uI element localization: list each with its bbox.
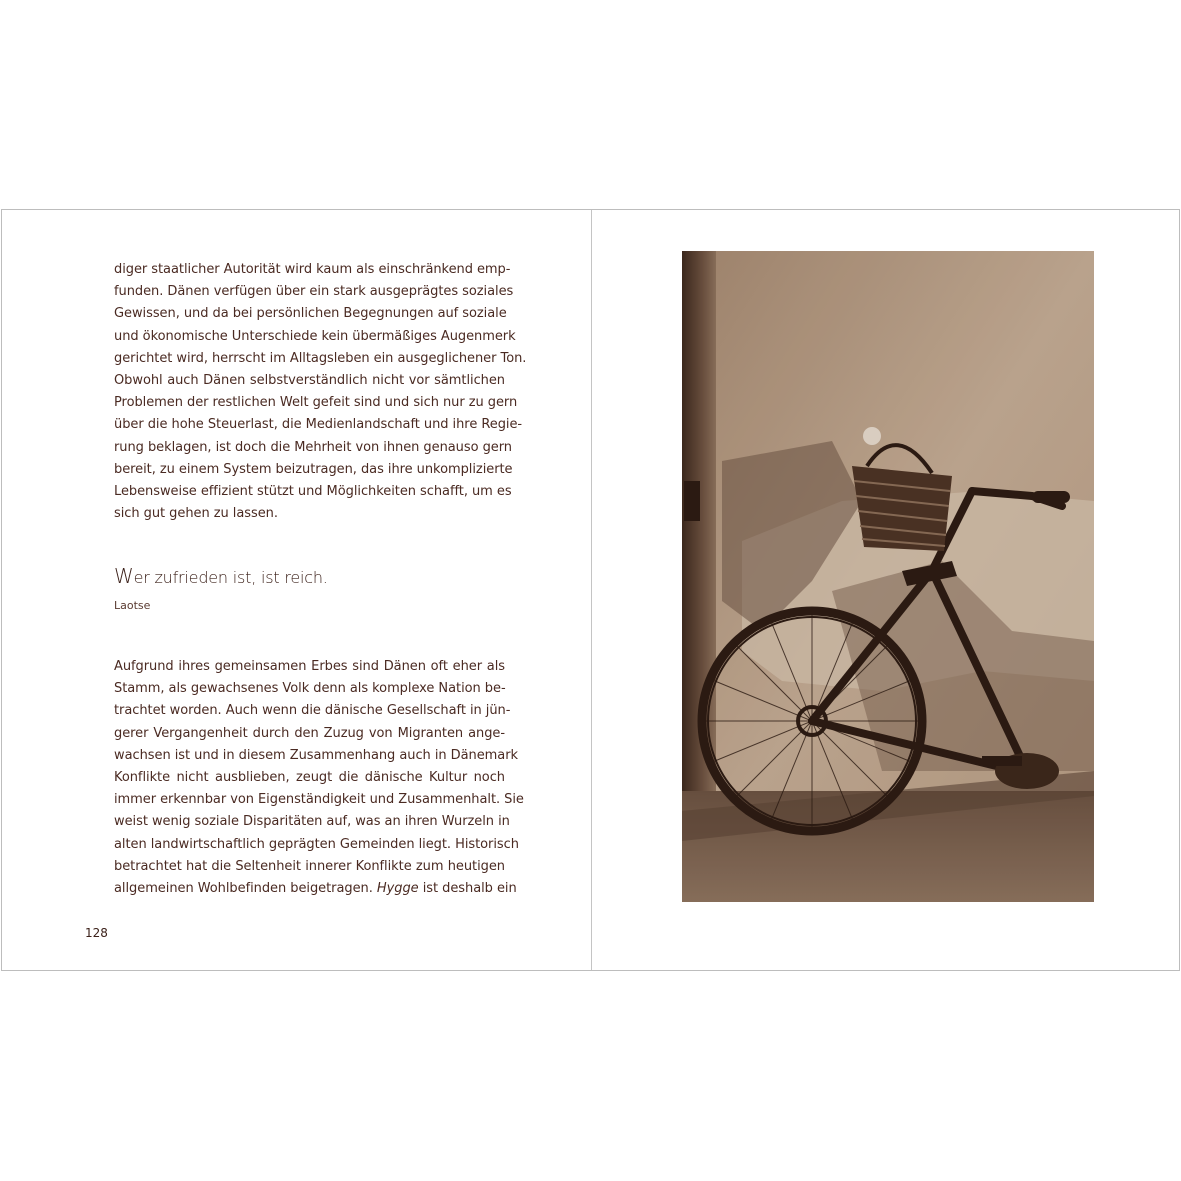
text-line: Gewissen, und da bei persönlichen Begegnungen auf soziale bbox=[114, 306, 507, 322]
text-line: über die hohe Steuerlast, die Medienlandschaft und ihre Regie- bbox=[114, 417, 523, 433]
text-line: gerer Vergangenheit durch den Zuzug von Migranten ange- bbox=[114, 725, 505, 741]
text-line: rung beklagen, ist doch die Mehrheit von ihnen genauso gern bbox=[114, 439, 512, 455]
left-page bbox=[2, 210, 591, 970]
text-line: wachsen ist und in diesem Zusammenhang auch in Dänemark bbox=[114, 747, 518, 763]
text-line: Problemen der restlichen Welt gefeit sind und sich nur zu gern bbox=[114, 395, 518, 411]
text-line: diger staatlicher Autorität wird kaum als einschränkend emp- bbox=[114, 262, 511, 277]
text-line: Obwohl auch Dänen selbstverständlich nicht vor sämtlichen bbox=[114, 373, 505, 389]
bicycle-photo bbox=[682, 251, 1094, 902]
text-line: alten landwirtschaftlich geprägten Gemeinden liegt. Historisch bbox=[114, 836, 519, 852]
text-line: sich gut gehen zu lassen. bbox=[114, 506, 278, 522]
text-line: betrachtet hat die Seltenheit innerer Konflikte zum heutigen bbox=[114, 858, 505, 874]
text-line: Lebensweise effizient stützt und Möglichkeiten schafft, um es bbox=[114, 484, 512, 500]
quote-source: Laotse bbox=[114, 599, 151, 612]
right-page bbox=[592, 210, 1180, 970]
text-line: trachtet worden. Auch wenn die dänische Gesellschaft in jün- bbox=[114, 703, 511, 719]
pull-quote bbox=[114, 564, 328, 588]
paragraph-2 bbox=[114, 656, 524, 900]
text-line-last bbox=[114, 878, 517, 900]
bicycle-photo-drawing bbox=[682, 251, 1094, 902]
text-fragment: allgemeinen Wohlbefinden beigetragen. bbox=[114, 881, 373, 897]
text-line: gerichtet wird, herrscht im Alltagsleben ein ausgeglichener Ton. bbox=[114, 350, 527, 366]
page-number: 128 bbox=[85, 926, 108, 940]
text-line: Aufgrund ihres gemeinsamen Erbes sind Dänen oft eher als bbox=[114, 659, 505, 674]
text-line: funden. Dänen verfügen über ein stark ausgeprägtes soziales bbox=[114, 284, 514, 300]
book-spread bbox=[1, 209, 1180, 971]
paragraph-1 bbox=[114, 259, 527, 525]
text-fragment: ist deshalb ein bbox=[418, 881, 517, 897]
text-line: Stamm, als gewachsenes Volk denn als komplexe Nation be- bbox=[114, 681, 506, 697]
text-line: bereit, zu einem System beizutragen, das ihre unkomplizierte bbox=[114, 461, 513, 477]
italic-word: Hygge bbox=[376, 881, 419, 897]
quote-initial: W bbox=[114, 564, 134, 588]
text-line: immer erkennbar von Eigenständigkeit und Zusammenhalt. Sie bbox=[114, 792, 524, 808]
text-line: Konflikte nicht ausblieben, zeugt die dänische Kultur noch bbox=[114, 770, 505, 786]
quote-text: er zufrieden ist, ist reich. bbox=[133, 568, 328, 587]
text-line: weist wenig soziale Disparitäten auf, was an ihren Wurzeln in bbox=[114, 814, 510, 830]
text-line: und ökonomische Unterschiede kein übermäßiges Augenmerk bbox=[114, 328, 516, 344]
